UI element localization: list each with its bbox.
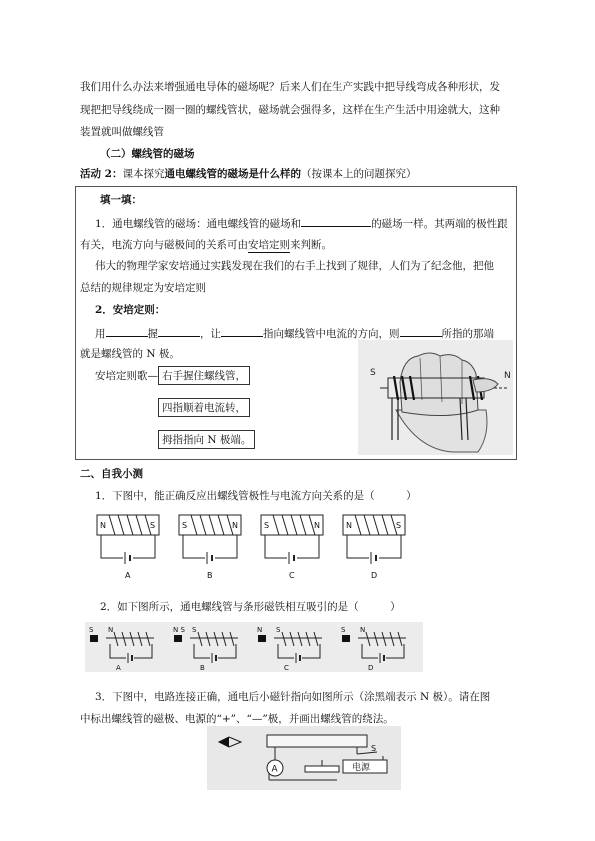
section-2-title: （二）螺线管的磁场 bbox=[100, 148, 195, 160]
right-hand-rule-figure bbox=[358, 340, 513, 455]
q1-option-label: B bbox=[207, 571, 213, 580]
q1-option-label: A bbox=[125, 571, 131, 580]
q2-magnet-pole: N S bbox=[173, 626, 185, 634]
rule-e: 所指的那端 bbox=[441, 328, 494, 340]
question-3-line-1: 3．下图中，电路连接正确，通电后小磁针指向如图所示（涂黑端表示 N 极）。请在图 bbox=[95, 691, 491, 703]
compass-needle-n-end bbox=[219, 737, 229, 747]
fill-p1-link: 安培定则 bbox=[248, 239, 290, 251]
rule-blank-2[interactable] bbox=[158, 325, 200, 337]
fill-p2-line1: 伟大的物理学家安培通过实践发现在我们的右手上找到了规律，人们为了纪念他，把他 bbox=[95, 260, 494, 272]
q1-pole-right: N bbox=[314, 521, 320, 530]
song-line-1: 右手握住螺线管， bbox=[158, 366, 250, 385]
q2-coil-pole: S bbox=[192, 626, 197, 634]
intro-line-1: 我们用什么办法来增强通电导体的磁场呢？后来人们在生产实践中把导线弯成各种形状，发 bbox=[80, 81, 500, 93]
q2-option-label: B bbox=[200, 664, 205, 672]
intro-line-2: 现把把导线绕成一圈一圈的螺线管状，磁场就会强得多，这样在生产生活中用途就大，这种 bbox=[80, 104, 500, 116]
q1-option-c[interactable] bbox=[261, 515, 323, 580]
q1-option-d[interactable] bbox=[343, 515, 405, 580]
q2-option-label: D bbox=[368, 664, 374, 672]
q2-option-a[interactable] bbox=[89, 626, 154, 672]
q2-magnet-pole: S bbox=[89, 626, 94, 634]
fill-p1-d: 来判断。 bbox=[290, 239, 332, 251]
rule-b: 握 bbox=[147, 328, 158, 340]
rule-blank-3[interactable] bbox=[221, 325, 263, 337]
q1-option-a[interactable] bbox=[97, 515, 159, 580]
fill-p2-line2: 总结的规律规定为安培定则 bbox=[80, 282, 206, 294]
q2-option-label: C bbox=[284, 664, 289, 672]
fill-p1-line1 bbox=[95, 215, 508, 231]
rule-a: 用 bbox=[95, 328, 106, 340]
hand-fig-n-label: N bbox=[504, 371, 511, 381]
question-2-figure bbox=[85, 622, 423, 672]
q2-option-c[interactable] bbox=[257, 626, 322, 672]
hand-fig-s-label: S bbox=[370, 368, 376, 378]
activity-2-text2: （按课本上的问题探究） bbox=[300, 168, 417, 180]
question-2: 2．如下图所示，通电螺线管与条形磁铁相互吸引的是（ ） bbox=[100, 601, 401, 613]
fill-title: 填一填： bbox=[100, 194, 142, 206]
question-1: 1．下图中，能正确反应出螺线管极性与电流方向关系的是（ ） bbox=[95, 490, 417, 502]
activity-2-text1: 课本探究 bbox=[122, 168, 165, 180]
ammeter-label: A bbox=[271, 764, 278, 775]
fill-blank-1[interactable] bbox=[301, 215, 371, 227]
song-line-2: 四指顺着电流转， bbox=[158, 398, 250, 417]
song-label: 安培定则歌— bbox=[95, 370, 158, 382]
q2-coil-pole: N bbox=[360, 626, 366, 634]
intro-line-3: 装置就叫做螺线管 bbox=[80, 126, 164, 138]
q2-coil-pole: S bbox=[276, 626, 281, 634]
q1-pole-left: S bbox=[264, 521, 270, 530]
q1-pole-left: S bbox=[182, 521, 188, 530]
fill-p1-a: 1．通电螺线管的磁场：通电螺线管的磁场和 bbox=[95, 218, 302, 230]
q1-option-label: D bbox=[371, 571, 378, 580]
q1-pole-right: S bbox=[396, 521, 402, 530]
bar-magnet bbox=[174, 635, 182, 642]
rule-title: 2．安培定则： bbox=[95, 304, 166, 316]
power-source-label: 电源 bbox=[352, 763, 371, 773]
bar-magnet bbox=[342, 635, 350, 642]
activity-2-bold: 通电螺线管的磁场是什么样的 bbox=[164, 168, 301, 180]
fill-p1-line2 bbox=[80, 238, 332, 253]
q2-option-label: A bbox=[116, 664, 121, 672]
activity-2-label: 活动 2： bbox=[80, 168, 123, 180]
bar-magnet bbox=[258, 635, 266, 642]
question-3-line-2: 中标出螺线管的磁极、电源的“+”、“—”极，并画出螺线管的绕法。 bbox=[80, 713, 394, 725]
rule-d: 指向螺线管中电流的方向，则 bbox=[263, 328, 400, 340]
question-3-figure bbox=[207, 726, 401, 790]
q2-option-b[interactable] bbox=[173, 626, 238, 672]
q1-pole-left: N bbox=[100, 521, 106, 530]
rule-line2: 就是螺线管的 N 极。 bbox=[80, 348, 180, 360]
activity-2 bbox=[80, 167, 416, 181]
rule-blank-4[interactable] bbox=[400, 325, 442, 337]
rule-line1 bbox=[95, 325, 494, 341]
self-test-title: 二、自我小测 bbox=[80, 468, 143, 480]
song-line-3: 拇指指向 N 极端。 bbox=[158, 430, 255, 449]
q1-option-b[interactable] bbox=[179, 515, 241, 580]
rheostat-icon bbox=[305, 766, 339, 772]
rule-c: ，让 bbox=[200, 328, 221, 340]
q1-pole-left: N bbox=[346, 521, 352, 530]
q2-coil-pole: N bbox=[108, 626, 114, 634]
q1-option-label: C bbox=[289, 571, 295, 580]
fill-p1-c: 有关，电流方向与磁极间的关系可由 bbox=[80, 239, 248, 251]
switch-label: S bbox=[371, 744, 377, 753]
question-1-figure bbox=[92, 512, 422, 582]
fill-p1-b: 的磁场一样。其两端的极性跟 bbox=[371, 218, 508, 230]
solenoid-core bbox=[267, 735, 367, 747]
rule-blank-1[interactable] bbox=[106, 325, 148, 337]
bar-magnet bbox=[90, 635, 98, 642]
q1-pole-right: S bbox=[150, 521, 156, 530]
q2-option-d[interactable] bbox=[341, 626, 406, 672]
q2-magnet-pole: S bbox=[341, 626, 346, 634]
q2-magnet-pole: N bbox=[257, 626, 263, 634]
q1-pole-right: N bbox=[232, 521, 238, 530]
